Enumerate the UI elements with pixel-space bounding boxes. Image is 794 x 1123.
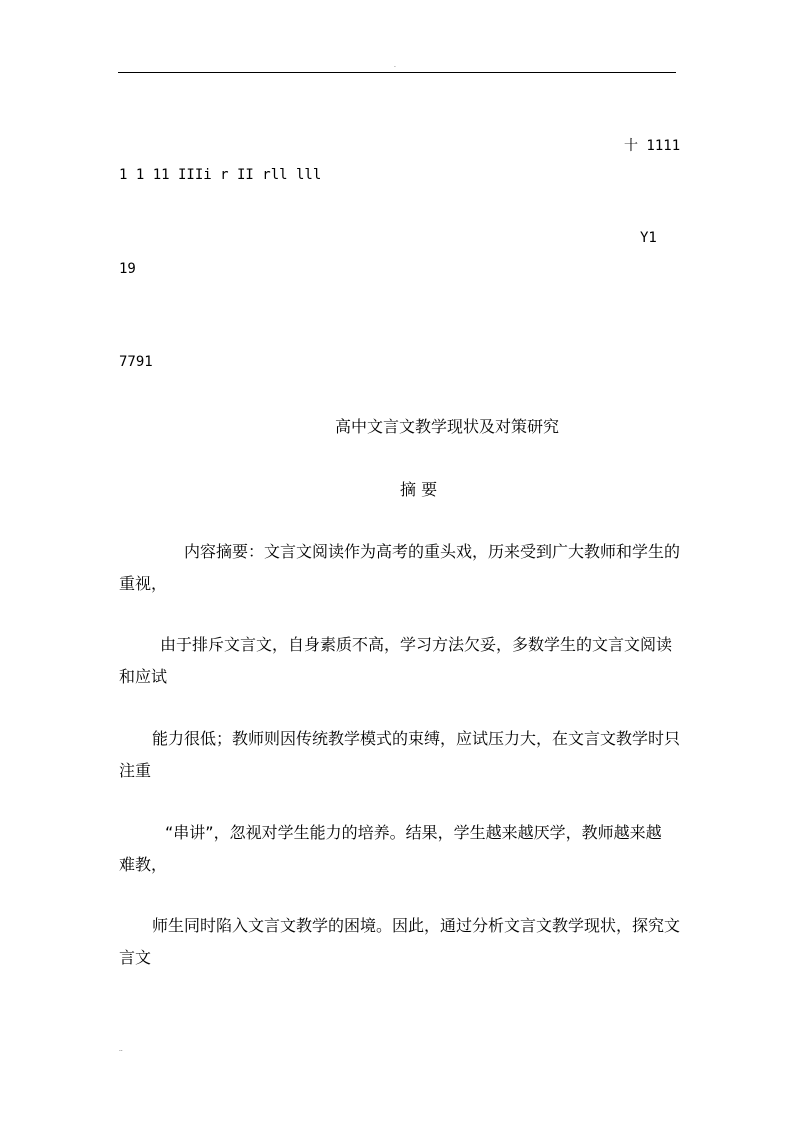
header-rule	[118, 72, 676, 73]
paragraph-4-line: “串讲”，忽视对学生能力的培养。结果，学生越来越厌学，教师越来越	[165, 823, 662, 842]
paragraph-5-continuation: 言文	[119, 948, 152, 967]
abstract-heading: 摘 要	[400, 480, 438, 499]
scan-noise-line-2: 1 1 11 IIIi r II rll lll	[119, 167, 322, 183]
header-mark: .	[394, 62, 396, 69]
footer-mark: ..	[119, 1046, 123, 1053]
paragraph-3-continuation: 注重	[119, 761, 152, 780]
paragraph-2-continuation: 和应试	[119, 667, 168, 686]
paragraph-2-line: 由于排斥文言文，自身素质不高，学习方法欠妥，多数学生的文言文阅读	[160, 635, 673, 654]
scan-noise-line-5: 7791	[119, 354, 153, 370]
paragraph-4-continuation: 难教，	[119, 855, 168, 874]
paragraph-3-line: 能力很低；教师则因传统教学模式的束缚，应试压力大，在文言文教学时只	[152, 729, 681, 748]
scan-noise-line-4: 19	[119, 261, 136, 277]
scan-noise-line-3: Y1	[640, 230, 657, 246]
scan-noise-line-1: 十 1111	[624, 138, 681, 154]
paragraph-1-continuation: 重视，	[119, 574, 168, 593]
document-title: 高中文言文教学现状及对策研究	[335, 417, 560, 436]
paragraph-1-line: 内容摘要：文言文阅读作为高考的重头戏，历来受到广大教师和学生的	[184, 542, 681, 561]
paragraph-5-line: 师生同时陷入文言文教学的困境。因此，通过分析文言文教学现状，探究文	[152, 916, 681, 935]
